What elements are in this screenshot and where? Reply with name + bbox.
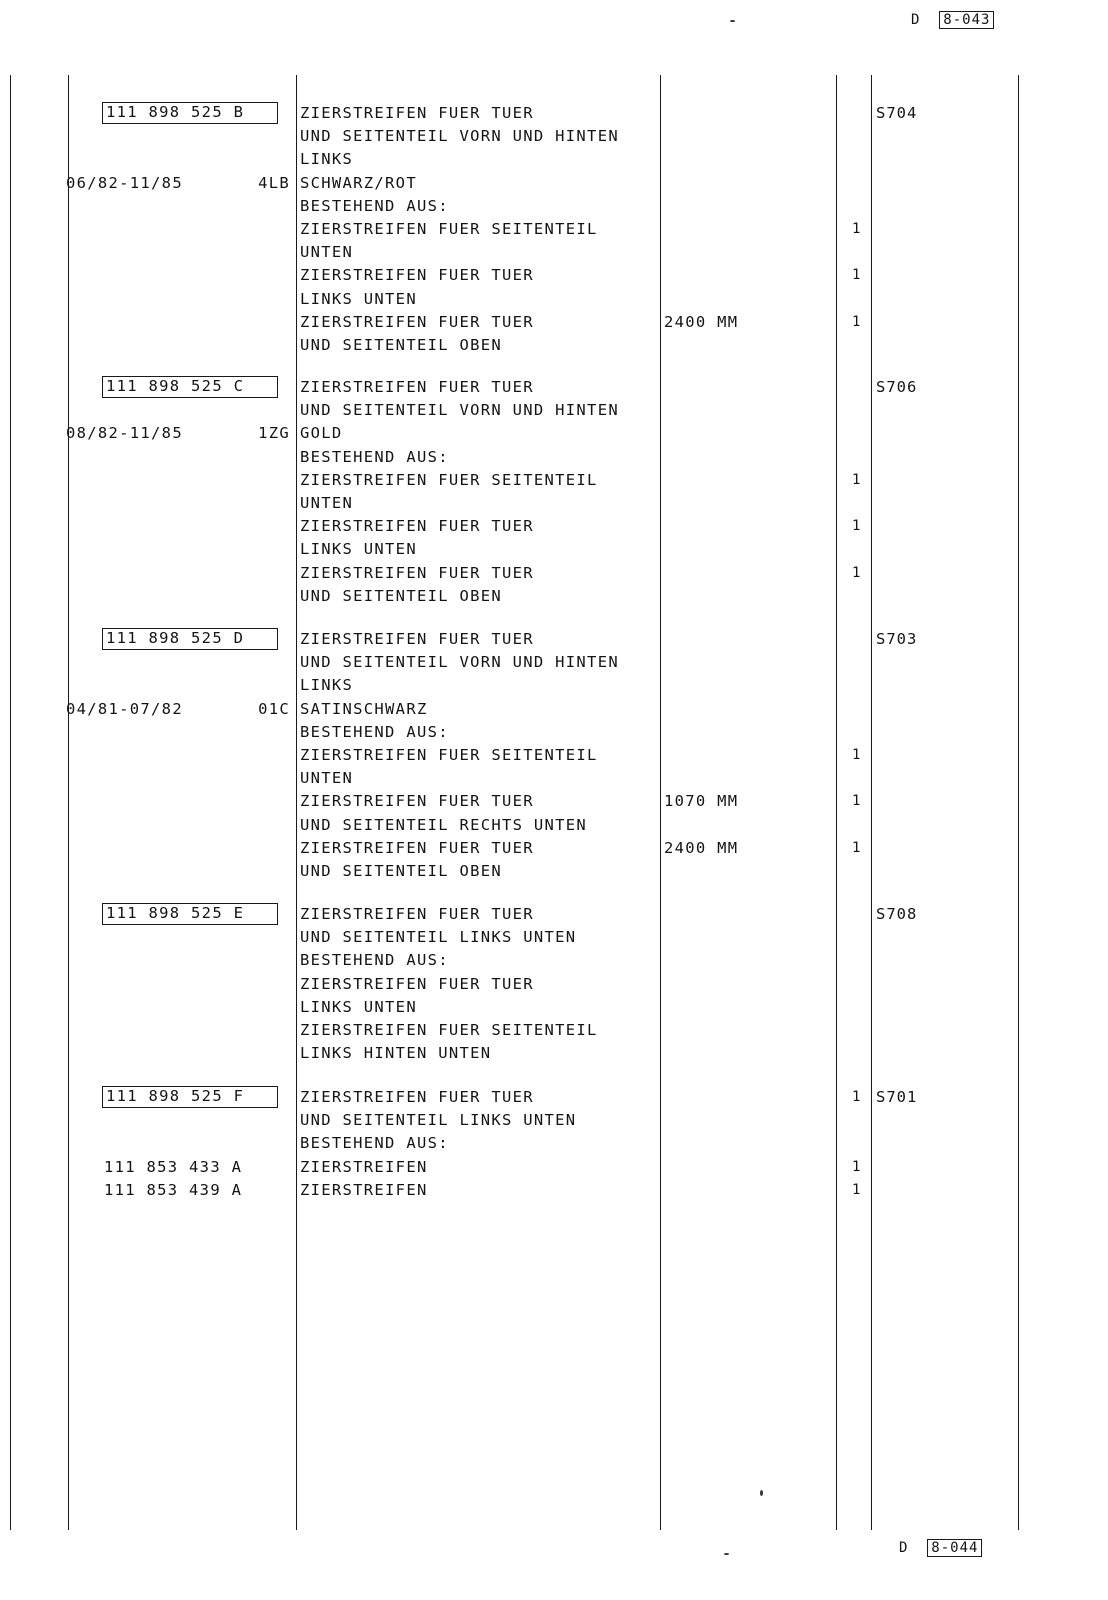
ref-code: S701 [876,1088,918,1106]
description-line: ZIERSTREIFEN FUER TUER [300,838,534,857]
description-line: ZIERSTREIFEN FUER SEITENTEIL [300,220,598,238]
description-line: SATINSCHWARZ [300,699,428,718]
description-line: UND SEITENTEIL VORN UND HINTEN [300,401,619,420]
validity-date: 08/82-11/85 [66,424,183,443]
length-measure: 2400 MM [664,838,739,857]
description-line: ZIERSTREIFEN FUER TUER [300,563,534,582]
scan-speck [760,1490,763,1496]
quantity: 1 [852,1158,861,1175]
quantity: 1 [852,518,861,535]
quantity: 1 [852,1089,861,1105]
description-line: ZIERSTREIFEN FUER TUER [300,1088,534,1106]
column-rule-4 [660,75,661,1530]
length-measure: 1070 MM [664,792,739,811]
column-rule-5 [836,75,837,1530]
page-footer [899,1540,982,1556]
description-line: ZIERSTREIFEN FUER TUER [300,517,534,536]
quantity: 1 [852,1181,861,1198]
quantity: 1 [852,747,861,763]
quantity: 1 [852,793,861,810]
color-code: 1ZG [258,424,290,443]
description-line: UND SEITENTEIL VORN UND HINTEN [300,653,619,672]
description-line: LINKS [300,676,354,695]
ref-code: S703 [876,630,918,648]
ref-code: S704 [876,104,918,122]
description-line: UND SEITENTEIL LINKS UNTEN [300,928,577,947]
description-line: LINKS UNTEN [300,540,417,559]
description-line: LINKS UNTEN [300,997,417,1016]
description-line: BESTEHEND AUS: [300,951,449,970]
footer-page-number: 8-044 [927,1539,982,1557]
quantity: 1 [852,564,861,581]
header-prefix: D [911,12,921,28]
part-number-box: 111 898 525 B [102,102,278,124]
part-number-box: 111 898 525 F [102,1086,278,1108]
column-rule-6 [871,75,872,1530]
description-line: ZIERSTREIFEN FUER SEITENTEIL [300,746,598,764]
color-code: 01C [258,699,290,718]
header-page-number: 8-043 [939,11,994,29]
length-measure: 2400 MM [664,312,739,331]
quantity: 1 [852,221,861,237]
quantity: 1 [852,313,861,330]
description-line: ZIERSTREIFEN FUER TUER [300,905,534,923]
description-line: UND SEITENTEIL VORN UND HINTEN [300,127,619,146]
description-line: ZIERSTREIFEN FUER TUER [300,792,534,811]
description-line: ZIERSTREIFEN FUER TUER [300,630,534,648]
description-line: LINKS HINTEN UNTEN [300,1044,492,1063]
description-line: ZIERSTREIFEN [300,1157,428,1176]
sub-part-number: 111 853 439 A [104,1180,243,1199]
validity-date: 04/81-07/82 [66,699,183,718]
page-header [911,12,994,28]
validity-date: 06/82-11/85 [66,173,183,192]
color-code: 4LB [258,173,290,192]
description-line: UND SEITENTEIL OBEN [300,862,503,880]
scan-speck [724,1553,729,1555]
description-line: ZIERSTREIFEN FUER SEITENTEIL [300,470,598,489]
ref-code: S706 [876,378,918,396]
quantity: 1 [852,471,861,488]
part-number-box: 111 898 525 D [102,628,278,650]
quantity: 1 [852,839,861,856]
part-number-box: 111 898 525 C [102,376,278,398]
description-line: UND SEITENTEIL LINKS UNTEN [300,1111,577,1130]
description-line: GOLD [300,424,343,443]
description-line: ZIERSTREIFEN FUER TUER [300,378,534,396]
sub-part-number: 111 853 433 A [104,1157,243,1176]
column-rule-3 [296,75,297,1530]
description-line: ZIERSTREIFEN FUER SEITENTEIL [300,1021,598,1039]
footer-prefix: D [899,1540,909,1556]
ref-code: S708 [876,905,918,923]
scan-speck [730,20,735,22]
description-line: ZIERSTREIFEN FUER TUER [300,104,534,122]
column-rule-1 [10,75,11,1530]
description-line: LINKS [300,150,354,169]
description-line: ZIERSTREIFEN [300,1180,428,1199]
description-line: UNTEN [300,243,354,262]
description-line: UNTEN [300,769,354,788]
column-rule-7 [1018,75,1019,1530]
description-line: ZIERSTREIFEN FUER TUER [300,266,534,285]
description-line: LINKS UNTEN [300,289,417,308]
quantity: 1 [852,267,861,284]
description-line: UNTEN [300,494,354,512]
part-number-box: 111 898 525 E [102,903,278,925]
description-line: UND SEITENTEIL RECHTS UNTEN [300,815,588,834]
description-line: BESTEHEND AUS: [300,447,449,466]
description-line: UND SEITENTEIL OBEN [300,336,503,354]
description-line: BESTEHEND AUS: [300,1134,449,1153]
description-line: BESTEHEND AUS: [300,196,449,215]
column-rule-2 [68,75,69,1530]
description-line: ZIERSTREIFEN FUER TUER [300,312,534,331]
description-line: UND SEITENTEIL OBEN [300,586,503,605]
description-line: SCHWARZ/ROT [300,173,417,192]
description-line: BESTEHEND AUS: [300,722,449,741]
description-line: ZIERSTREIFEN FUER TUER [300,974,534,993]
